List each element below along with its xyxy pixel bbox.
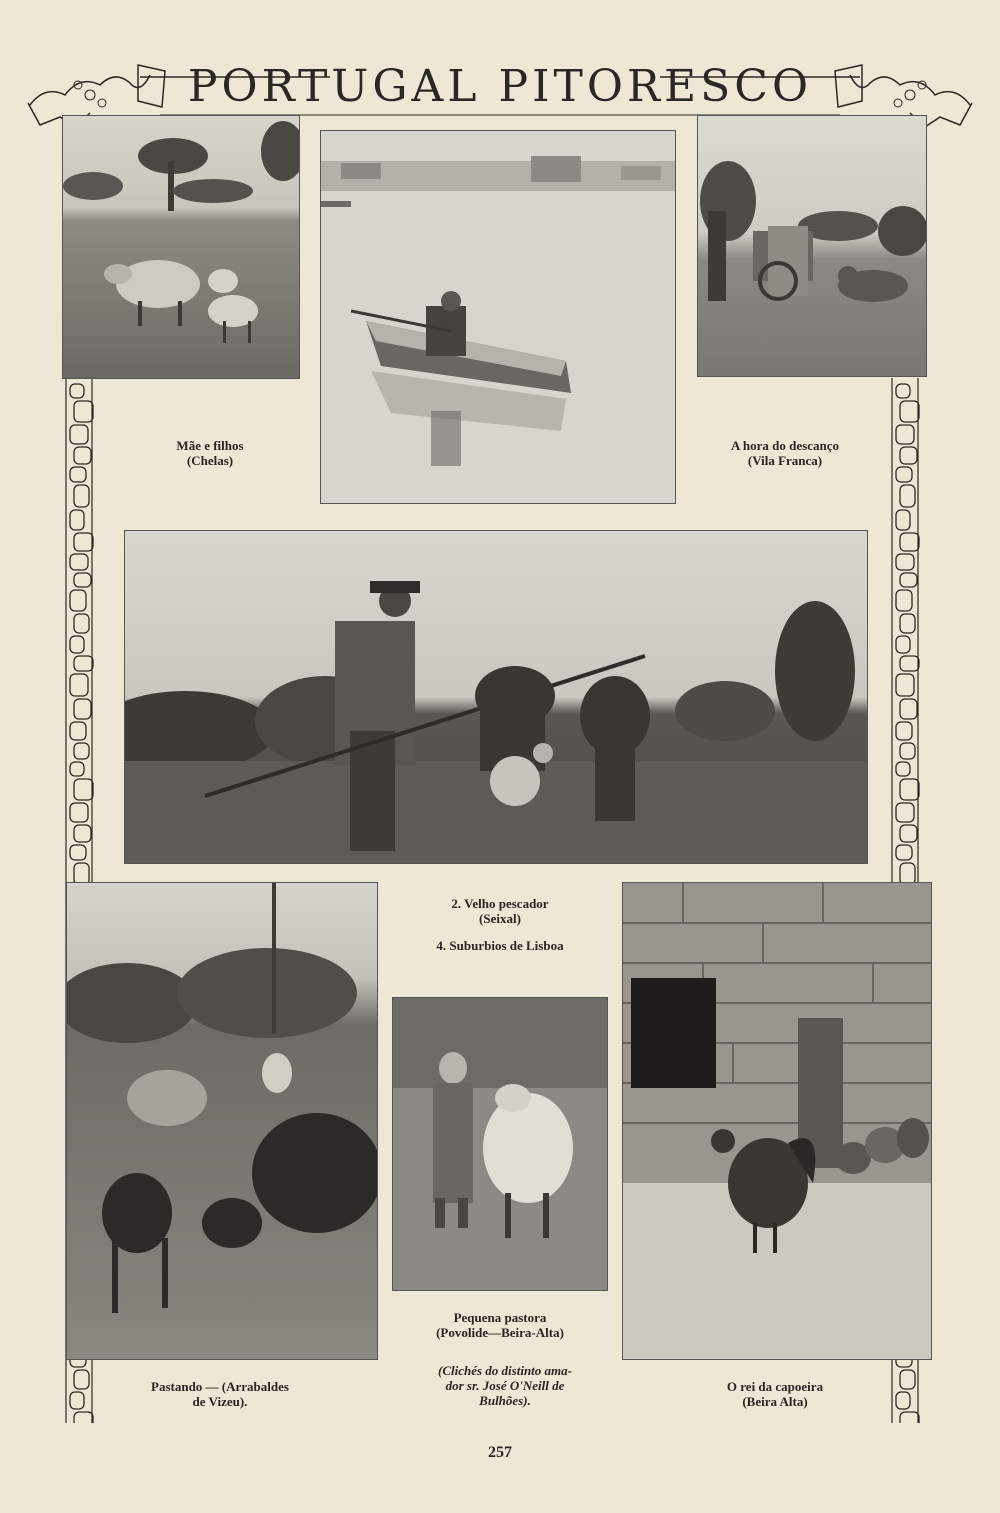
caption-pastando (110, 1379, 330, 1409)
caption-line: (Clichés do distinto ama- (438, 1363, 572, 1378)
caption-line: Pastando — (Arrabaldes (151, 1379, 289, 1394)
caption-rei-da-capoeira (680, 1379, 870, 1409)
caption-line: de Vizeu). (192, 1394, 248, 1409)
caption-cliches-credit (395, 1363, 615, 1408)
caption-line: (Povolide—Beira-Alta) (436, 1325, 564, 1340)
caption-line: dor sr. José O'Neill de (445, 1378, 565, 1393)
caption-line: Bulhões). (479, 1393, 531, 1408)
caption-line: (Chelas) (186, 453, 234, 468)
caption-line: Pequena pastora (453, 1310, 547, 1325)
caption-line: (Beira Alta) (742, 1394, 808, 1409)
caption-mae-e-filhos (150, 438, 270, 468)
caption-line: (Seixal) (479, 911, 521, 926)
page-number: 257 (488, 1444, 512, 1461)
caption-pequena-pastora (400, 1310, 600, 1340)
caption-suburbios-de-lisboa (400, 938, 600, 953)
caption-line: A hora do descanço (731, 438, 839, 453)
page-title: PORTUGAL PITORESCO (187, 61, 813, 112)
photo-sheep-chelas (62, 115, 300, 379)
caption-hora-do-descanco (700, 438, 870, 468)
photo-pastando-vizeu (66, 882, 378, 1360)
photo-pequena-pastora (392, 997, 608, 1291)
photo-rest-hour-vila-franca (697, 115, 927, 377)
caption-line: Mãe e filhos (176, 438, 244, 453)
caption-line: 4. Suburbios de Lisboa (436, 938, 564, 953)
caption-line: (Vila Franca) (747, 453, 823, 468)
caption-line: O rei da capoeira (726, 1379, 824, 1394)
photo-suburbios-de-lisboa (124, 530, 868, 864)
photo-rei-da-capoeira (622, 882, 932, 1360)
photo-old-fisherman-seixal (320, 130, 676, 504)
caption-line: 2. Velho pescador (451, 896, 549, 911)
caption-velho-pescador (400, 896, 600, 926)
